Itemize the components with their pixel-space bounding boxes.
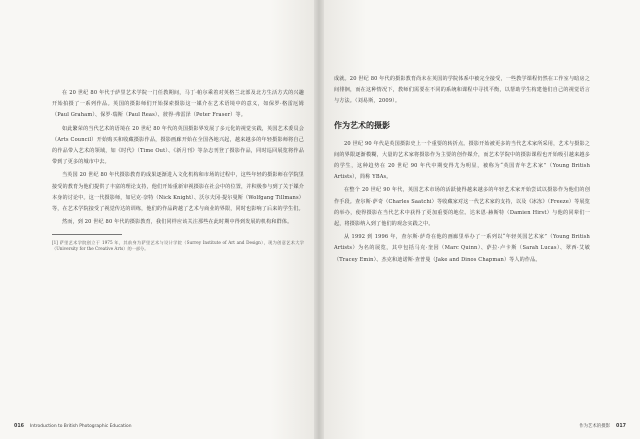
right-paragraph-4: 从 1992 到 1996 年，查尔斯·萨奇在他的画廊里举办了一系列以“年轻英国艺术家”（Young British Artists）为名的展览，其中包括马克·奎因（Marc Quinn）、萨拉·卢卡斯（Sarah Lucas）、翠西·艾敏（Tracey Emin）、杰克和迪诺斯·查普曼（Jake and Dinos Chapman）等人的作品。 — [334, 234, 590, 263]
right-paragraph-1: 成就。20 世纪 80 年代的摄影教育尚未在英国的学院体系中被完全接受，一些教学课程仍然在工作室与暗房之间徘徊，而在这种情况下，教师们需要在不同的系统和课程中寻找平衡，以帮助学生构建他们自己的视觉语言与方法。（刘易斯，2009）。 — [334, 76, 590, 105]
footnote-divider — [52, 234, 122, 235]
right-folio — [579, 423, 626, 429]
right-running-title: 作为艺术的摄影 — [579, 424, 610, 429]
left-paragraph-3: 当英国 20 世纪 80 年代摄影教育的成果逐渐进入文化机构和市场的过程中，这些年轻的摄影师在学院里接受的教育为他们提供了丰富的理论支持，他们开始重新审视摄影在社会中的位置，并积极参与到了关于媒介本身的讨论中。这一代摄影师，如尼克·奈特（Nick Knight）、沃尔夫冈·提尔曼斯（Wolfgang Tillmans）等，在艺术学院接受了视觉传达的训练，他们的作品跨越了艺术与商业的界限，同时也影响了后来的学生们。 — [52, 172, 304, 213]
left-page-number: 016 — [14, 424, 25, 429]
footnote: [1] 萨里艺术学院创立于 1975 年，其前身为萨里艺术与设计学院（Surrey Institute of Art and Design），现为创意艺术大学（University for the Creative Arts）的一部分。 — [52, 239, 304, 251]
left-folio — [14, 424, 132, 429]
book-gutter — [314, 0, 324, 439]
left-paragraph-2: 如此繁荣的当代艺术的语境在 20 世纪 80 年代的英国摄影界发展了多元化的视觉实践，英国艺术委员会（Arts Council）开始购买和收藏摄影作品，摄影画廊开始在全国各地兴起，越来越多的年轻摄影师将自己的作品带入艺术的领域，如《时代》（Time Out）、《新月刊》等杂志刊登了摄影作品，同时巡回展览将作品带到了更多的城市中去。 — [52, 125, 304, 166]
right-paragraph-3: 在整个 20 世纪 90 年代，英国艺术市场的活跃使得越来越多的年轻艺术家开始尝试以摄影作为他们的创作手段。查尔斯·萨奇（Charles Saatchi）等收藏家对这一代艺术家的支持，以及《冰冻》（Freeze）等展览的举办，使得摄影在当代艺术中获得了更加重要的地位。达米恩·赫斯特（Damien Hirst）与他的同辈们一起，将摄影纳入到了他们的观念实践之中。 — [334, 187, 590, 228]
right-page-number: 017 — [615, 424, 626, 429]
left-page — [0, 0, 318, 439]
left-paragraph-1: 在 20 世纪 80 年代于萨里艺术学院一门任教期间，马丁·帕尔乘着对英格兰北部及北方生活方式的兴趣开始拍摄了一系列作品。英国的摄影师们开始探索摄影这一媒介在艺术语境中的意义，如保罗·格雷厄姆（Paul Graham）、保罗·瑞斯（Paul Reas）、彼得·弗雷泽（Peter Fraser）等。 — [52, 90, 304, 119]
right-page — [318, 0, 640, 439]
left-running-title: Introduction to British Photographic Education — [30, 424, 132, 429]
right-paragraph-2: 20 世纪 90 年代是英国摄影史上一个重要的转折点。摄影开始被更多的当代艺术家所采用，艺术与摄影之间的界限逐渐模糊，大量的艺术家将摄影作为主要的创作媒介，而艺术学院中的摄影课程也开始吸引越来越多的学生，这种趋势在 20 世纪 90 年代中期变得尤为明显，被称为“英国青年艺术家”（Young British Artists），简称 YBAs。 — [334, 140, 590, 181]
left-paragraph-4: 然而，到 20 世纪 80 年代的摄影教育，我们同样应该关注那些在此时期中得到发展的机构和群体。 — [62, 219, 293, 226]
section-heading: 作为艺术的摄影 — [334, 120, 390, 130]
